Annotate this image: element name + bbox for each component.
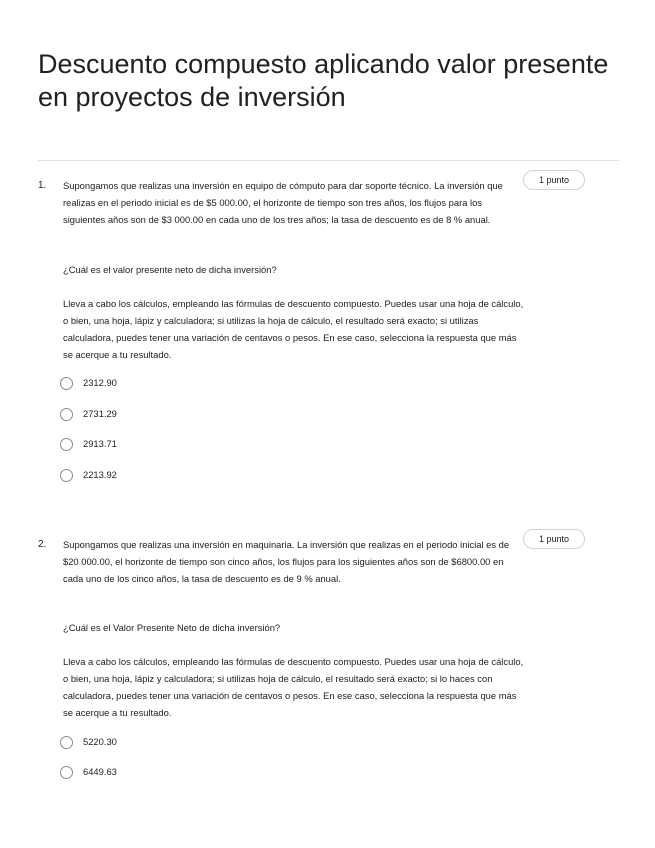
answer-option[interactable] [60, 435, 117, 453]
answer-option-label: 2213.92 [83, 469, 117, 480]
answer-option[interactable] [60, 733, 117, 751]
radio-button[interactable] [60, 408, 73, 421]
question-text: Supongamos que realizas una inversión en maquinaria. La inversión que realizas en el periodo inicial es de $20 000.00, el horizonte de tiempo son cinco años, los flujos para los siguientes años son de $6800.00 en cada uno de los cinco años, la tasa de descuento es de 9 % anual. [63, 539, 510, 584]
answer-option[interactable] [60, 374, 117, 392]
question-number: 1. [38, 180, 47, 191]
question-prompt: ¿Cuál es el valor presente neto de dicha inversión? [63, 264, 277, 275]
answer-option[interactable] [60, 466, 117, 484]
form-title: Descuento compuesto aplicando valor presente en proyectos de inversión [38, 49, 609, 112]
answer-option-label: 2731.29 [83, 408, 117, 419]
radio-button[interactable] [60, 469, 73, 482]
question-text: Supongamos que realizas una inversión en equipo de cómputo para dar soporte técnico. La inversión que realizas en el periodo inicial es de $5 000.00, el horizonte de tiempo son tres años, los flujos para los siguientes años son de $3 000.00 en cada uno de los tres años; la tasa de descuento es de 8 % anual. [63, 180, 503, 225]
question-instructions: Lleva a cabo los cálculos, empleando las fórmulas de descuento compuesto. Puedes usar una hoja de cálculo, o bien, una hoja, lápiz y calculadora; si utilizas la hoja de cálculo, el resultado será exacto; si utilizas calculadora, puedes tener una variación de centavos o pesos. En ese caso, selecciona la respuesta que más se acerque a tu resultado. [63, 298, 524, 360]
answer-option[interactable] [60, 763, 117, 781]
answer-option-label: 2913.71 [83, 438, 117, 449]
points-badge: 1 punto [523, 529, 585, 549]
answer-option-label: 6449.63 [83, 766, 117, 777]
question-prompt: ¿Cuál es el Valor Presente Neto de dicha inversión? [63, 622, 281, 633]
question-number: 2. [38, 539, 47, 550]
radio-button[interactable] [60, 377, 73, 390]
answer-option[interactable] [60, 405, 117, 423]
answer-option-label: 2312.90 [83, 377, 117, 388]
answer-option-label: 5220.30 [83, 736, 117, 747]
radio-button[interactable] [60, 736, 73, 749]
question-instructions: Lleva a cabo los cálculos, empleando las fórmulas de descuento compuesto. Puedes usar una hoja de cálculo, o bien, una hoja, lápiz y calculadora; si utilizas hoja de cálculo, el resultado será exacto; si lo haces con calculadora, puedes tener una variación de centavos o pesos. En ese caso, selecciona la respuesta que más se acerque a tu resultado. [63, 656, 524, 718]
title-divider [38, 160, 619, 161]
points-badge: 1 punto [523, 170, 585, 190]
radio-button[interactable] [60, 438, 73, 451]
radio-button[interactable] [60, 766, 73, 779]
